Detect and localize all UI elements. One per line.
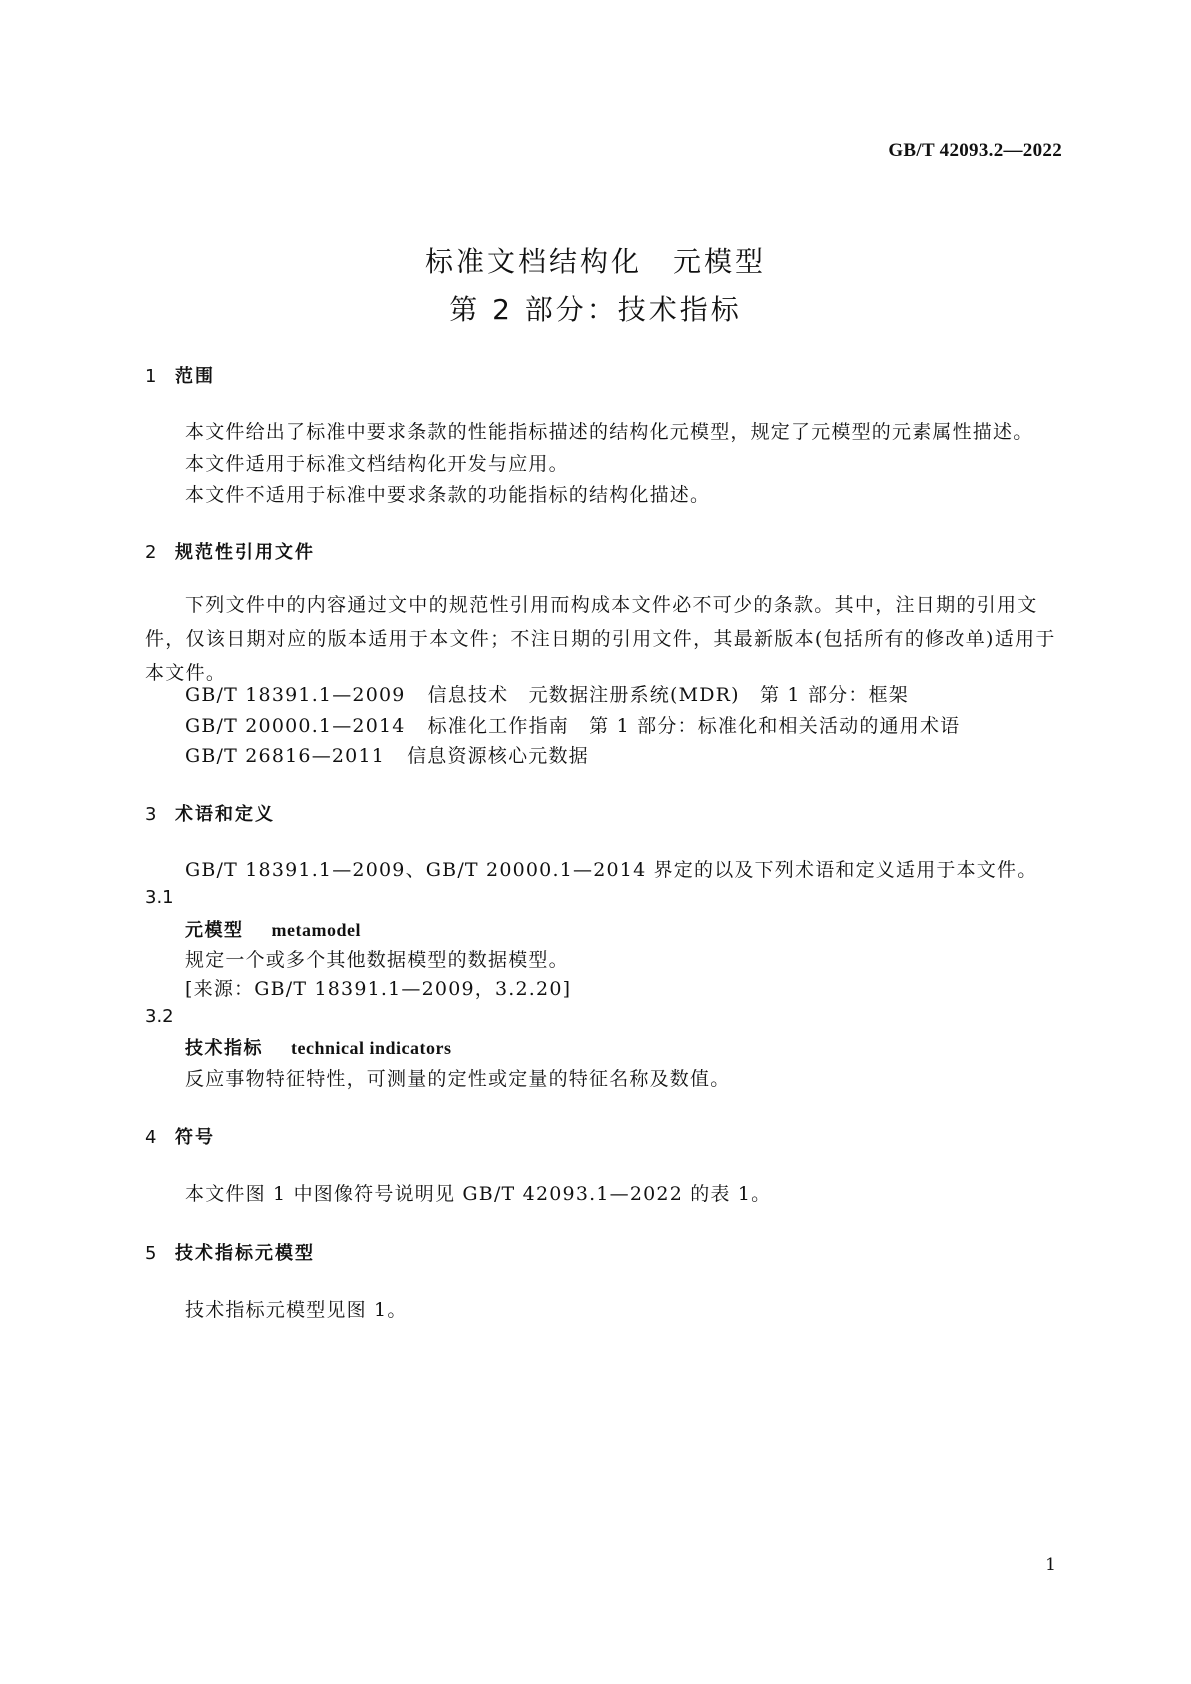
term-en: metamodel [271,920,361,940]
term-zh: 元模型 [185,920,244,941]
section-2-heading [145,538,315,564]
section-1-number: 1 [145,366,159,387]
term-3-1-definition: 规定一个或多个其他数据模型的数据模型。 [185,949,569,971]
section-1-heading [145,362,215,388]
reference-title: 信息技术 元数据注册系统(MDR) 第 1 部分：框架 [427,684,909,706]
reference-title: 信息资源核心元数据 [407,745,589,767]
term-3-1-number: 3.1 [145,887,174,908]
section-1-title: 范围 [175,366,215,387]
section-4-title: 符号 [175,1127,215,1148]
section-1-paragraph-1: 本文件给出了标准中要求条款的性能指标描述的结构化元模型，规定了元模型的元素属性描述。 [185,421,1034,443]
section-5-title: 技术指标元模型 [175,1243,315,1264]
reference-code: GB/T 20000.1—2014 [185,715,406,737]
page-number: 1 [1045,1555,1056,1575]
section-4-paragraph: 本文件图 1 中图像符号说明见 GB/T 42093.1—2022 的表 1。 [185,1183,772,1205]
reference-3 [185,741,589,768]
section-3-number: 3 [145,804,159,825]
title-line-2: 第 2 部分：技术指标 [449,293,742,326]
section-2-number: 2 [145,542,159,563]
term-3-1-source: [来源：GB/T 18391.1—2009，3.2.20] [185,978,572,1000]
reference-2 [185,711,960,738]
reference-code: GB/T 18391.1—2009 [185,684,406,706]
section-5-paragraph: 技术指标元模型见图 1。 [185,1299,408,1321]
section-1-paragraph-2: 本文件适用于标准文档结构化开发与应用。 [185,453,569,475]
section-4-heading [145,1123,215,1149]
section-5-heading [145,1239,315,1265]
section-5-number: 5 [145,1243,159,1264]
section-3-title: 术语和定义 [175,804,275,825]
term-3-2-definition: 反应事物特征特性，可测量的定性或定量的特征名称及数值。 [185,1068,731,1090]
reference-title: 标准化工作指南 第 1 部分：标准化和相关活动的通用术语 [427,715,961,737]
title-line-1: 标准文档结构化 元模型 [424,245,766,278]
term-3-2-heading [185,1034,452,1060]
section-2-intro: 下列文件中的内容通过文中的规范性引用而构成本文件必不可少的条款。其中，注日期的引用文件，仅该日期对应的版本适用于本文件；不注日期的引用文件，其最新版本(包括所有的修改单)适用于本文件。 [145,594,1056,684]
section-3-intro: GB/T 18391.1—2009、GB/T 20000.1—2014 界定的以及下列术语和定义适用于本文件。 [185,859,1038,881]
section-4-number: 4 [145,1127,159,1148]
section-3-heading [145,800,275,826]
reference-1 [185,680,909,707]
term-zh: 技术指标 [185,1038,263,1059]
term-3-1-heading [185,916,361,942]
term-en: technical indicators [291,1038,452,1058]
section-2-title: 规范性引用文件 [175,542,315,563]
reference-code: GB/T 26816—2011 [185,745,386,767]
section-1-paragraph-3: 本文件不适用于标准中要求条款的功能指标的结构化描述。 [185,484,711,506]
term-3-2-number: 3.2 [145,1006,174,1027]
standard-number: GB/T 42093.2—2022 [888,140,1062,161]
